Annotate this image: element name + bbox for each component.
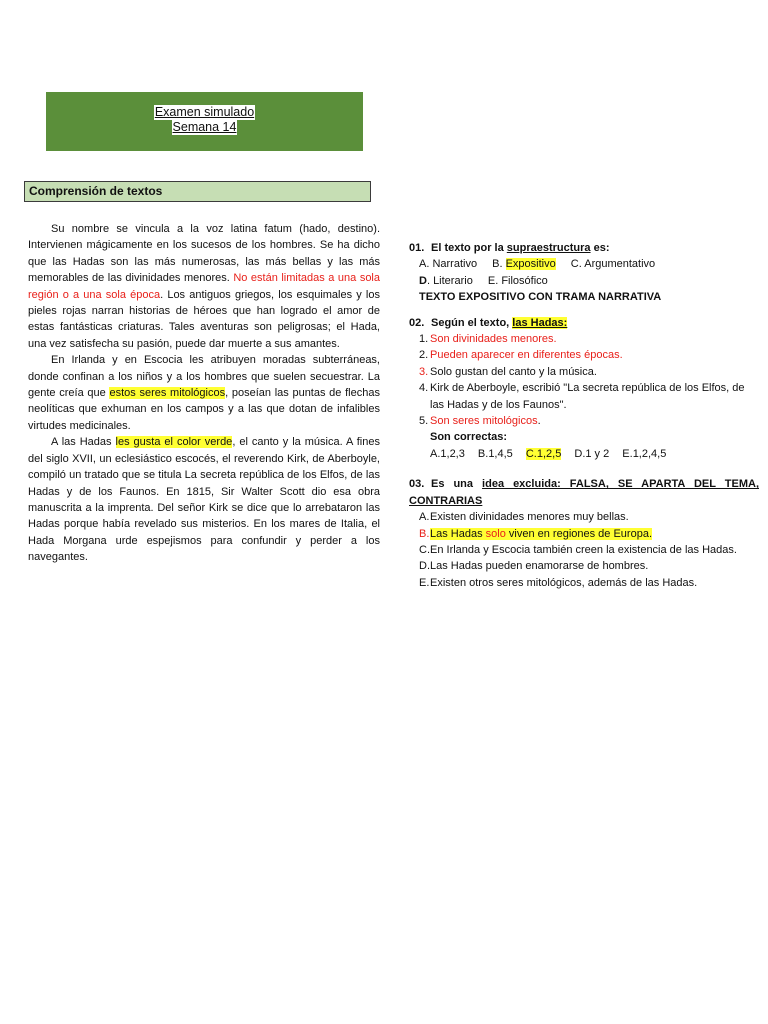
highlighted-phrase: les gusta el color verde (115, 436, 233, 449)
statement-number: 5. (419, 415, 429, 428)
statement-5 (409, 413, 759, 429)
option-letter: B. (419, 527, 430, 540)
highlighted-phrase: No están limitadas a una sola región o a una sola época (28, 272, 380, 301)
question-01 (409, 240, 759, 306)
statement-tail: . (537, 415, 541, 428)
option-letter: C. (419, 543, 430, 556)
option-e[interactable]: E. Filosófico (487, 274, 548, 287)
text-run: , el canto y la música. A fines del siglo XVII, un eclesiástico escocés, el reverendo Kirk, de Aberboyle, compiló un tratado que se titula La secreta república de los Elfos, de las Hadas y de los Faunos. En 1815, Sir Walter Scott dio esa obra manuscrita a la imprenta. Del señor Kirk se dice que lo arrebataron las Hadas porque había revelado sus misterios. En los mares de Italia, el Hada Morgana urde espejismos para confundir y perder a los navegantes. (28, 436, 380, 564)
option-letter: D. (419, 560, 430, 573)
statement-number: 1. (419, 333, 429, 346)
answer-a[interactable]: A.1,2,3 (430, 447, 465, 460)
exam-header-banner (46, 92, 363, 151)
option-a[interactable]: A. Narrativo (419, 258, 478, 271)
option-text: Existen divinidades menores muy bellas. (430, 511, 629, 524)
question-03-options (409, 509, 759, 591)
question-02-answer-options (430, 446, 759, 462)
exam-title: Examen simulado (154, 105, 255, 119)
statement-4 (409, 380, 759, 413)
section-title: Comprensión de textos (24, 181, 371, 202)
option-e[interactable] (409, 575, 759, 591)
question-03-stem: 03. Es una idea excluida: FALSA, SE APARTA DEL TEMA, CONTRARIAS (409, 478, 759, 507)
text-run: . Los antiguos griegos, los esquimales y los pieles rojas narran historias de héroes que han logrado el amor de estas fantásticas criaturas. Tales aventuras son peligrosas; el Hada, una vez satisfecha su pasión, puede dar muerte a sus amantes. (28, 288, 380, 350)
question-01-answer-note: TEXTO EXPOSITIVO CON TRAMA NARRATIVA (419, 291, 662, 304)
statement-text: Pueden aparecer en diferentes épocas. (430, 349, 623, 362)
answer-b[interactable]: B.1,4,5 (477, 447, 513, 460)
question-02-stem: 02. Según el texto, las Hadas: (409, 316, 568, 329)
option-text: Existen otros seres mitológicos, además de las Hadas. (430, 576, 698, 589)
question-01-options-row-1 (419, 256, 759, 272)
question-02-statements (409, 331, 759, 429)
text-run: Su nombre se vincula a la voz latina fatum (hado, destino). Intervienen mágicamente en los sucesos de los hombres. Se ha dicho que las Hadas son las más numerosas, las más bellas y las más memorables de las divinidades menores. (28, 223, 380, 285)
reading-passage (28, 221, 380, 566)
option-a[interactable] (409, 509, 759, 525)
statement-text: Solo gustan del canto y la música. (430, 365, 597, 378)
statement-text: Kirk de Aberboyle, escribió "La secreta república de los Elfos, de las Hadas y de los Faunos". (430, 382, 745, 411)
option-d[interactable] (409, 558, 759, 574)
option-letter: A. (419, 511, 430, 524)
option-c[interactable]: C. Argumentativo (570, 258, 656, 271)
statement-3 (409, 364, 759, 380)
text-run: A las Hadas (51, 436, 116, 449)
passage-paragraph-3 (28, 434, 380, 565)
option-b[interactable] (409, 526, 759, 542)
statement-text: Son seres mitológicos (430, 415, 538, 428)
option-b[interactable]: B. Expositivo (492, 258, 556, 271)
statement-number: 2. (419, 349, 429, 362)
statement-2 (409, 347, 759, 363)
option-text: viven en regiones de Europa. (505, 527, 652, 540)
option-c[interactable] (409, 542, 759, 558)
answer-c[interactable]: C.1,2,5 (525, 447, 562, 460)
question-02-correct-label: Son correctas: (430, 431, 508, 444)
answer-d[interactable]: D.1 y 2 (574, 447, 610, 460)
option-d[interactable]: D. Literario (419, 274, 473, 287)
passage-paragraph-2 (28, 352, 380, 434)
passage-paragraph-1 (28, 221, 380, 352)
option-text: solo (485, 527, 506, 540)
option-text: En Irlanda y Escocia también creen la existencia de las Hadas. (430, 543, 737, 556)
text-run: , poseían las puntas de flechas neolíticas que exhuman en los campos y a las que dotan de infalibles virtudes medicinales. (28, 387, 380, 432)
answer-e[interactable]: E.1,2,4,5 (622, 447, 667, 460)
option-letter: E. (419, 576, 430, 589)
question-01-options-row-2 (419, 273, 759, 289)
exam-week: Semana 14 (172, 120, 237, 134)
question-01-stem: 01. El texto por la supraestructura es: (409, 242, 610, 254)
statement-number: 3. (419, 365, 429, 378)
highlighted-phrase: estos seres mitológicos (109, 387, 226, 400)
statement-number: 4. (419, 382, 429, 395)
statement-1 (409, 331, 759, 347)
question-02 (409, 315, 759, 463)
text-run: En Irlanda y en Escocia les atribuyen moradas subterráneas, donde confinan a los niños y a los hombres que suelen secuestrar. La gente creía que (28, 354, 380, 400)
question-03 (409, 476, 759, 591)
questions-panel (409, 240, 759, 600)
option-text: Las Hadas pueden enamorarse de hombres. (430, 560, 649, 573)
statement-text: Son divinidades menores. (430, 333, 557, 346)
option-text: Las Hadas (430, 527, 486, 540)
